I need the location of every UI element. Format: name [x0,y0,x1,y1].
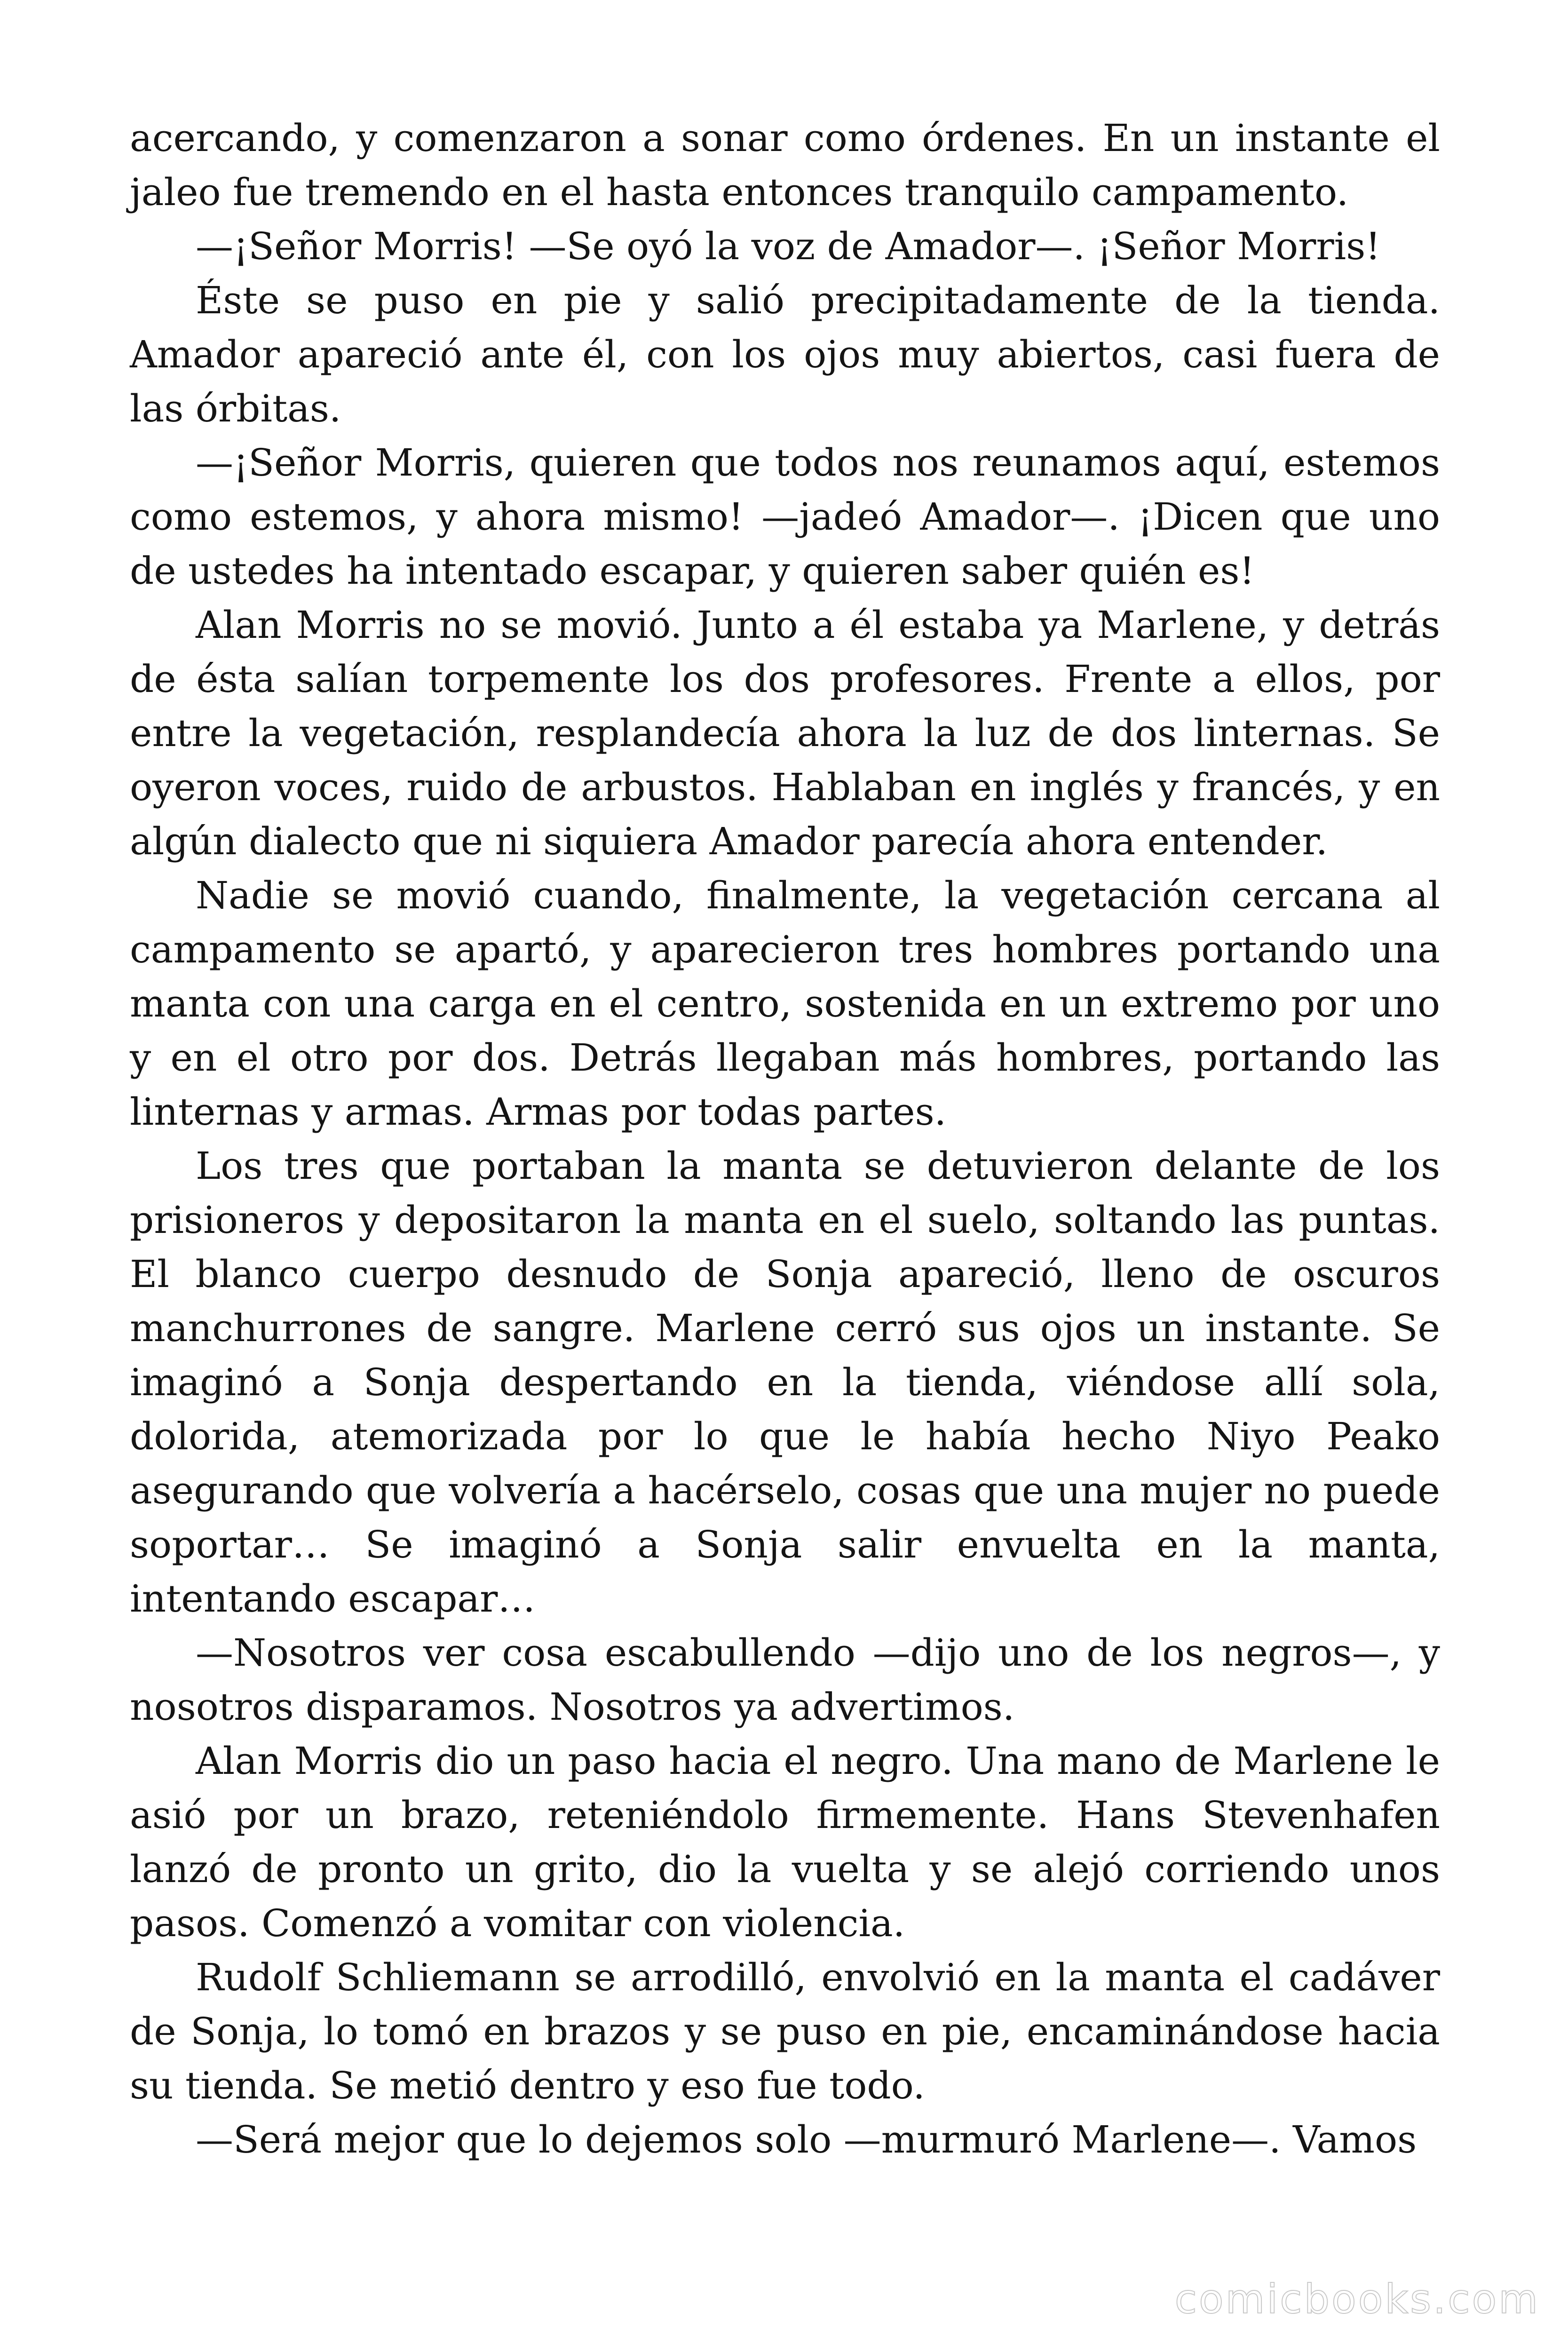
paragraph: Nadie se movió cuando, finalmente, la vegetación cercana al campamento se apartó, y aparecieron tres hombres portando una manta con una carga en el centro, sostenida en un extremo por uno y en el otro por dos. Detrás llegaban más hombres, portando las linternas y armas. Armas por todas partes. [130,874,1440,1134]
paragraph: Alan Morris dio un paso hacia el negro. Una mano de Marlene le asió por un brazo, reteniéndolo firmemente. Hans Stevenhafen lanzó de pronto un grito, dio la vuelta y se alejó corriendo unos pasos. Comenzó a vomitar con violencia. [130,1739,1440,1945]
body-text [130,111,1440,2167]
paragraph: —¡Señor Morris, quieren que todos nos reunamos aquí, estemos como estemos, y ahora mismo! —jadeó Amador—. ¡Dicen que uno de ustedes ha intentado escapar, y quieren saber quién es! [130,441,1440,593]
paragraph: Rudolf Schliemann se arrodilló, envolvió en la manta el cadáver de Sonja, lo tomó en brazos y se puso en pie, encaminándose hacia su tienda. Se metió dentro y eso fue todo. [130,1955,1440,2107]
paragraph: —Será mejor que lo dejemos solo —murmuró Marlene—. Vamos [196,2118,1417,2161]
watermark: comicbooks.com [1174,2276,1540,2323]
paragraph: —¡Señor Morris! —Se oyó la voz de Amador—. ¡Señor Morris! [196,224,1381,268]
paragraph: Éste se puso en pie y salió precipitadamente de la tienda. Amador apareció ante él, con los ojos muy abiertos, casi fuera de las órbitas. [130,278,1440,430]
paragraph: Alan Morris no se movió. Junto a él estaba ya Marlene, y detrás de ésta salían torpemente los dos profesores. Frente a ellos, por entre la vegetación, resplandecía ahora la luz de dos linternas. Se oyeron voces, ruido de arbustos. Hablaban en inglés y francés, y en algún dialecto que ni siquiera Amador parecía ahora entender. [130,603,1440,863]
paragraph-continuation: acercando, y comenzaron a sonar como órdenes. En un instante el jaleo fue tremendo en el hasta entonces tranquilo campamento. [130,116,1440,214]
paragraph: —Nosotros ver cosa escabullendo —dijo uno de los negros—, y nosotros disparamos. Nosotros ya advertimos. [130,1631,1440,1729]
paragraph: Los tres que portaban la manta se detuvieron delante de los prisioneros y depositaron la manta en el suelo, soltando las puntas. El blanco cuerpo desnudo de Sonja apareció, lleno de oscuros manchurrones de sangre. Marlene cerró sus ojos un instante. Se imaginó a Sonja despertando en la tienda, viéndose allí sola, dolorida, atemorizada por lo que le había hecho Niyo Peako asegurando que volvería a hacérselo, cosas que una mujer no puede soportar… Se imaginó a Sonja salir envuelta en la manta, intentando escapar… [130,1144,1440,1621]
